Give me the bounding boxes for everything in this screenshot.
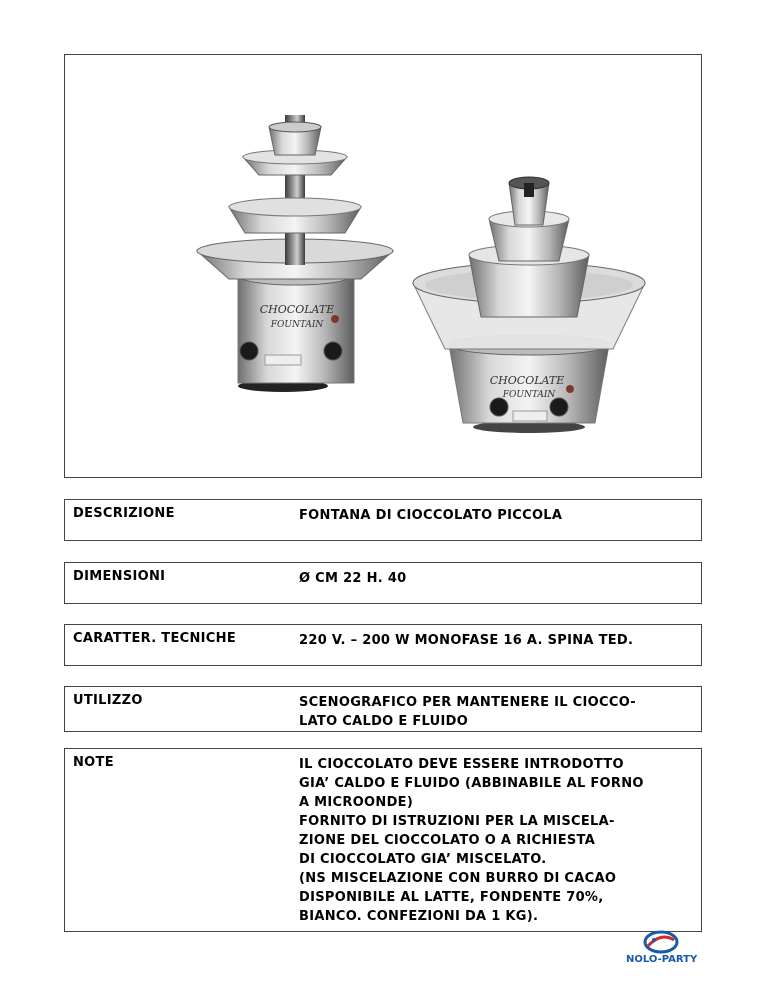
spec-value (299, 569, 691, 588)
fountain-right (413, 177, 645, 433)
spec-label: NOTE (73, 755, 114, 770)
spec-value-line: FORNITO DI ISTRUZIONI PER LA MISCELA- (299, 814, 615, 829)
spec-value-line: SCENOGRAFICO PER MANTENERE IL CIOCCO- (299, 695, 636, 710)
product-photo (64, 54, 702, 478)
spec-row-utilizzo (64, 686, 702, 732)
nolo-party-logo (626, 928, 696, 968)
spec-value-line: IL CIOCCOLATO DEVE ESSERE INTRODOTTO (299, 757, 624, 772)
spec-label: DESCRIZIONE (73, 506, 175, 521)
product-label-right-1: CHOCOLATE (489, 374, 565, 387)
spec-value-line: A MICROONDE) (299, 795, 414, 810)
product-label-left-2: FOUNTAIN (270, 320, 324, 330)
spec-value (299, 693, 691, 731)
spec-value-line: Ø CM 22 H. 40 (299, 571, 407, 586)
spec-value-line: (NS MISCELAZIONE CON BURRO DI CACAO (299, 871, 617, 886)
spec-value-line: 220 V. – 200 W MONOFASE 16 A. SPINA TED. (299, 633, 634, 648)
spec-value (299, 631, 691, 650)
spec-label: UTILIZZO (73, 693, 143, 708)
spec-value-line: LATO CALDO E FLUIDO (299, 714, 469, 729)
spec-label: CARATTER. TECNICHE (73, 631, 236, 646)
spec-value (299, 755, 691, 926)
product-label-right-2: FOUNTAIN (502, 390, 556, 400)
spec-row-dimensioni (64, 562, 702, 604)
chocolate-fountains-image (65, 55, 701, 477)
spec-value-line: FONTANA DI CIOCCOLATO PICCOLA (299, 508, 563, 523)
spec-value-line: ZIONE DEL CIOCCOLATO O A RICHIESTA (299, 833, 596, 848)
spec-row-caratteristiche-tecniche (64, 624, 702, 666)
spec-value-line: BIANCO. CONFEZIONI DA 1 KG). (299, 909, 539, 924)
logo-emblem-icon (626, 928, 696, 956)
spec-row-descrizione (64, 499, 702, 541)
product-label-left-1: CHOCOLATE (259, 303, 335, 316)
spec-label: DIMENSIONI (73, 569, 166, 584)
spec-row-note (64, 748, 702, 932)
spec-value-line: GIA’ CALDO E FLUIDO (ABBINABILE AL FORNO (299, 776, 644, 791)
spec-value-line: DI CIOCCOLATO GIA’ MISCELATO. (299, 852, 547, 867)
spec-value-line: DISPONIBILE AL LATTE, FONDENTE 70%, (299, 890, 604, 905)
logo-text: NOLO-PARTY (626, 954, 698, 965)
fountain-left (197, 115, 393, 392)
spec-value (299, 506, 691, 525)
